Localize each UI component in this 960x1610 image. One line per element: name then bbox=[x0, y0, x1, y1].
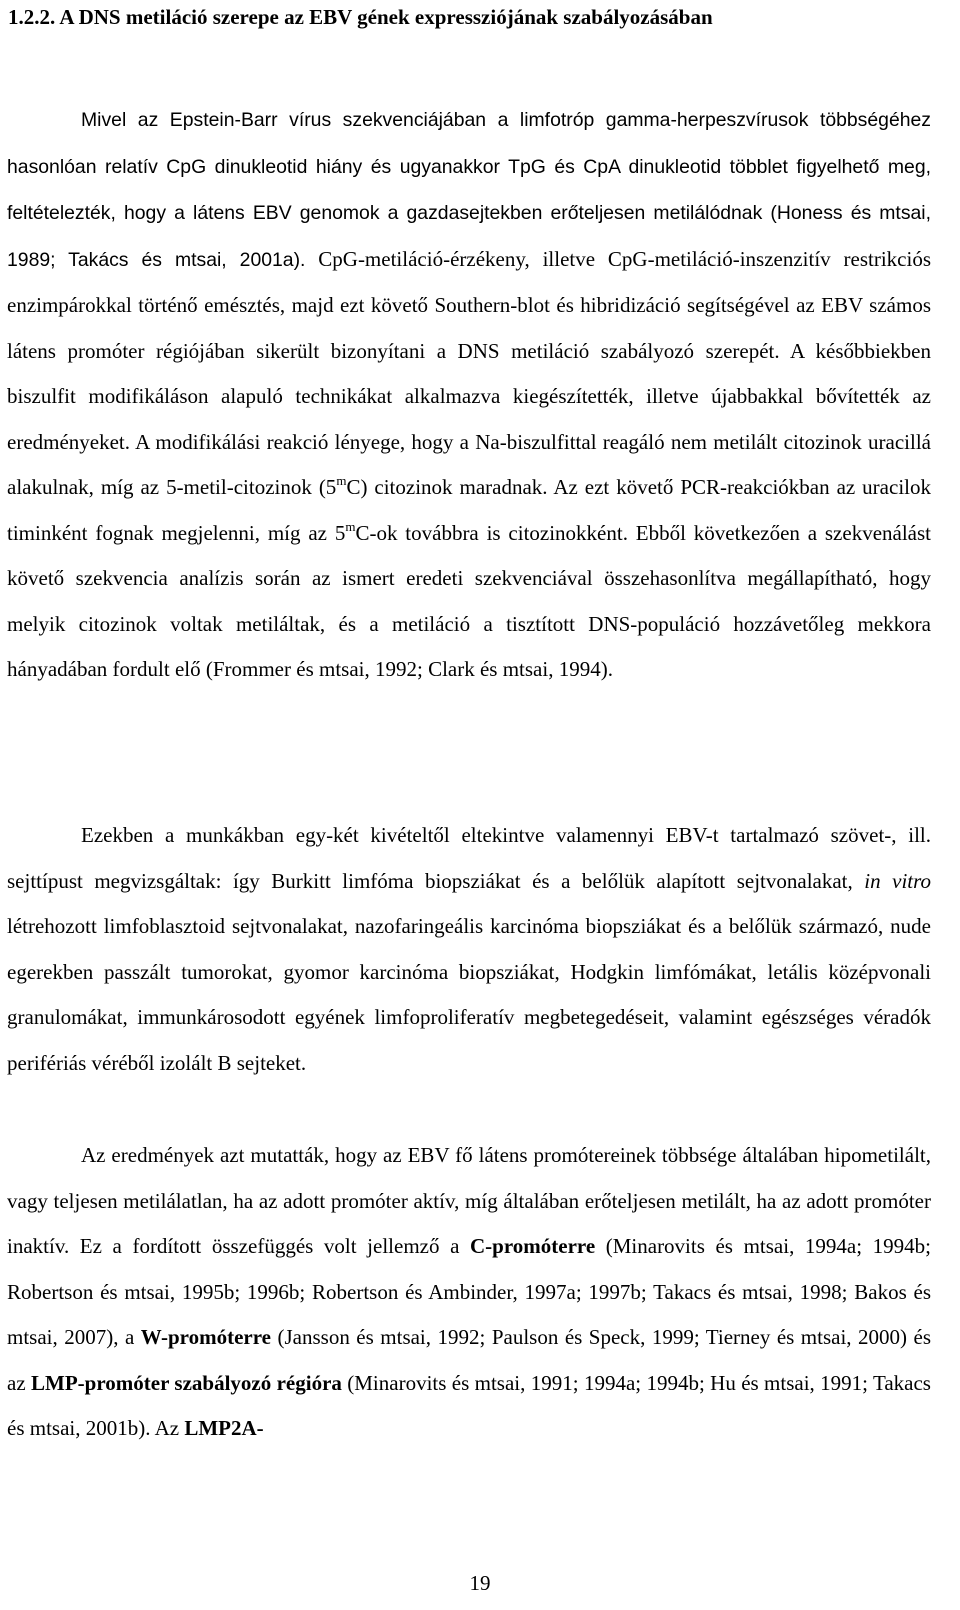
paragraph-1 bbox=[7, 97, 931, 693]
bold-term-c-promoter: C-promóterre bbox=[469, 1234, 596, 1258]
paragraph-2 bbox=[7, 813, 931, 1086]
paragraph-3-text-d: (Minarovits és mtsai, 1991; 1994a; 1994b; Hu és mtsai, 1991; Takacs és mtsai, 2001b). Az bbox=[7, 1370, 931, 1440]
section-heading: 1.2.2. A DNS metiláció szerepe az EBV gének expressziójának szabályozásában bbox=[8, 5, 713, 29]
bold-term-lmp2a: LMP2A- bbox=[184, 1416, 264, 1440]
bold-term-w-promoter: W-promóterre bbox=[140, 1325, 271, 1349]
paragraph-3-text-b: (Minarovits és mtsai, 1994a; 1994b; Robertson és mtsai, 1995b; 1996b; Robertson és Ambinder, 1997a; 1997b; Takacs és mtsai, 1998; Bakos és mtsai, 2007), a bbox=[7, 1234, 931, 1349]
superscript-m: m bbox=[345, 518, 356, 534]
paragraph-2-text-a: Ezekben a munkákban egy-két kivételtől eltekintve valamennyi EBV-t tartalmazó szövet-, ill. sejttípust megvizsgáltak: így Burkitt limfóma biopsziákat és a belőlük alapított sejtvonalakat, bbox=[7, 823, 931, 893]
page-number: 19 bbox=[469, 1571, 491, 1595]
paragraph-2-text-b: létrehozott limfoblasztoid sejtvonalakat, nazofaringeális karcinóma biopsziákat és a belőlük származó, nude egerekben passzált tumorokat, gyomor karcinóma biopsziákat, Hodgkin limfómákat, letális középvonali granulomákat, immunkárosodott egyének limfoproliferatív megbetegedéseit, valamint egészséges véradók perifériás véréből izolált B sejteket. bbox=[7, 914, 931, 1075]
superscript-m: m bbox=[336, 473, 347, 488]
paragraph-3-text-c: (Jansson és mtsai, 1992; Paulson és Speck, 1999; Tierney és mtsai, 2000) és az bbox=[7, 1325, 931, 1395]
paragraph-3-text-a: Az eredmények azt mutatták, hogy az EBV fő látens promótereinek többsége általában hipometilált, vagy teljesen metilálatlan, ha az adott promóter aktív, míg általában erőteljesen metilált, ha az adott promóter inaktív. Ez a fordított összefüggés volt jellemző a bbox=[7, 1143, 931, 1258]
paragraph-1-text-b: C) citozinok maradnak. Az ezt követő PCR-reakciókban az uracilok timinként fognak megjelenni, míg az 5 bbox=[7, 475, 931, 545]
paragraph-1-intro-text: Mivel az Epstein-Barr vírus szekvenciájában a limfotróp gamma-herpeszvírusok többségéhez hasonlóan relatív CpG dinukleotid hiány és ugyanakkor TpG és CpA dinukleotid többlet figyelhető meg, feltételezték, hogy a látens EBV genomok a gazdasejtekben erőteljesen metilálódnak (Honess és mtsai, 1989; Takács és mtsai, 2001a). bbox=[7, 109, 931, 271]
paragraph-3 bbox=[7, 1133, 931, 1452]
paragraph-1-text-a: CpG-metiláció-érzékeny, illetve CpG-metiláció-inszenzitív restrikciós enzimpárokkal történő emésztés, majd ezt követő Southern-blot és hibridizáció segítségével az EBV számos látens promóter régiójában sikerült bizonyítani a DNS metiláció szabályozó szerepét. A későbbiekben biszulfit modifikáláson alapuló technikákat alkalmazva kiegészítették, illetve újabbakkal bővítették az eredményeket. A modifikálási reakció lényege, hogy a Na-biszulfittal reagáló nem metilált citozinok uracillá alakulnak, míg az 5-metil-citozinok (5 bbox=[7, 246, 931, 499]
italic-term: in vitro bbox=[864, 868, 931, 893]
paragraph-1-text-c: C-ok továbbra is citozinokként. Ebből következően a szekvenálást követő szekvencia analízis során az ismert eredeti szekvenciával összehasonlítva megállapítható, hogy melyik citozinok voltak metiláltak, és a metiláció a tisztított DNS-populáció hozzávetőleg mekkora hányadában fordult elő (Frommer és mtsai, 1992; Clark és mtsai, 1994). bbox=[7, 520, 932, 681]
bold-term-lmp-region: LMP-promóter szabályozó régióra bbox=[31, 1370, 342, 1395]
